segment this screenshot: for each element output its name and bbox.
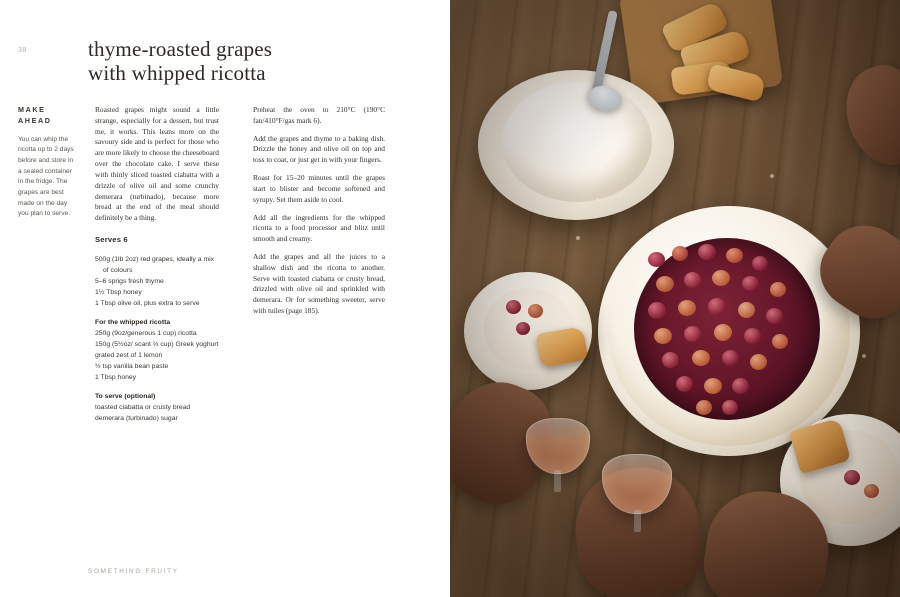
recipe-title-line-2: with whipped ricotta bbox=[88, 60, 266, 85]
ingredient-item: demerara (turbinado) sugar bbox=[95, 415, 178, 423]
method-step: Add the grapes and all the juices to a shallow dish and the ricotta to another. Serve with toasted ciabatta or crusty bread, drizzled with olive oil and sprinkled with demerara. Or for something sweeter, serve with tuiles (page 185). bbox=[253, 251, 385, 315]
serves-label: Serves 6 bbox=[95, 234, 128, 244]
make-ahead-heading bbox=[18, 105, 76, 127]
ingredient-item: 1½ Tbsp honey bbox=[95, 289, 142, 297]
ingredient-item: 500g (1lb 2oz) red grapes, ideally a mix bbox=[95, 256, 215, 264]
make-ahead-body: You can whip the ricotta up to 2 days before and store in a sealed container in the fridge. The grapes are best made on the day you plan to serve. bbox=[18, 135, 74, 218]
recipe-method-column bbox=[253, 105, 385, 324]
ingredient-item: 5–6 sprigs fresh thyme bbox=[95, 278, 164, 286]
make-ahead-heading-line-2: AHEAD bbox=[18, 115, 52, 125]
photo-vignette bbox=[450, 0, 900, 597]
ingredient-item: toasted ciabatta or crusty bread bbox=[95, 404, 191, 412]
make-ahead-note bbox=[18, 105, 76, 220]
make-ahead-heading-line-1: MAKE bbox=[18, 105, 46, 114]
ingredient-item: 150g (5½oz/ scant ⅔ cup) Greek yoghurt bbox=[95, 341, 219, 349]
ingredient-item: 1 Tbsp olive oil, plus extra to serve bbox=[95, 300, 200, 308]
recipe-title bbox=[88, 38, 388, 85]
ingredients-list bbox=[95, 254, 219, 424]
recipe-intro-column bbox=[95, 105, 219, 424]
chapter-footer: SOMETHING FRUITY bbox=[88, 568, 179, 575]
ingredient-item: grated zest of 1 lemon bbox=[95, 352, 163, 360]
method-step: Preheat the oven to 210°C (190°C fan/410°F/gas mark 6). bbox=[253, 105, 385, 125]
ingredient-item: ½ tsp vanilla bean paste bbox=[95, 363, 169, 371]
ingredient-item: of colours bbox=[103, 267, 133, 275]
recipe-title-line-1: thyme-roasted grapes bbox=[88, 37, 273, 61]
ingredient-item: 250g (9oz/generous 1 cup) ricotta bbox=[95, 330, 197, 338]
photo-scene bbox=[450, 0, 900, 597]
method-step: Roast for 15–20 minutes until the grapes start to blister and become softened and syrupy. Set them aside to cool. bbox=[253, 173, 385, 204]
recipe-intro-paragraph: Roasted grapes might sound a little strange, especially for a dessert, but trust me, it works. This leans more on the savoury side and is perfect for those who are more likely to choose the cheeseboard over the chocolate cake. I serve these with thinly sliced toasted ciabatta with a drizzle of olive oil and some crunchy demerara (turbinado), because more bread at the end of the meal should definitely be a thing. bbox=[95, 105, 219, 223]
method-step: Add all the ingredients for the whipped ricotta to a food processor and blitz until smooth and creamy. bbox=[253, 212, 385, 244]
ingredient-subheading: For the whipped ricotta bbox=[95, 319, 171, 327]
page-number: 38 bbox=[18, 47, 27, 54]
ingredient-item: 1 Tbsp honey bbox=[95, 374, 137, 382]
method-step: Add the grapes and thyme to a baking dish. Drizzle the honey and olive oil on top and toss to coat, or just get in with your fingers. bbox=[253, 133, 385, 165]
ingredient-subheading: To serve (optional) bbox=[95, 393, 156, 401]
recipe-photo bbox=[450, 0, 900, 597]
